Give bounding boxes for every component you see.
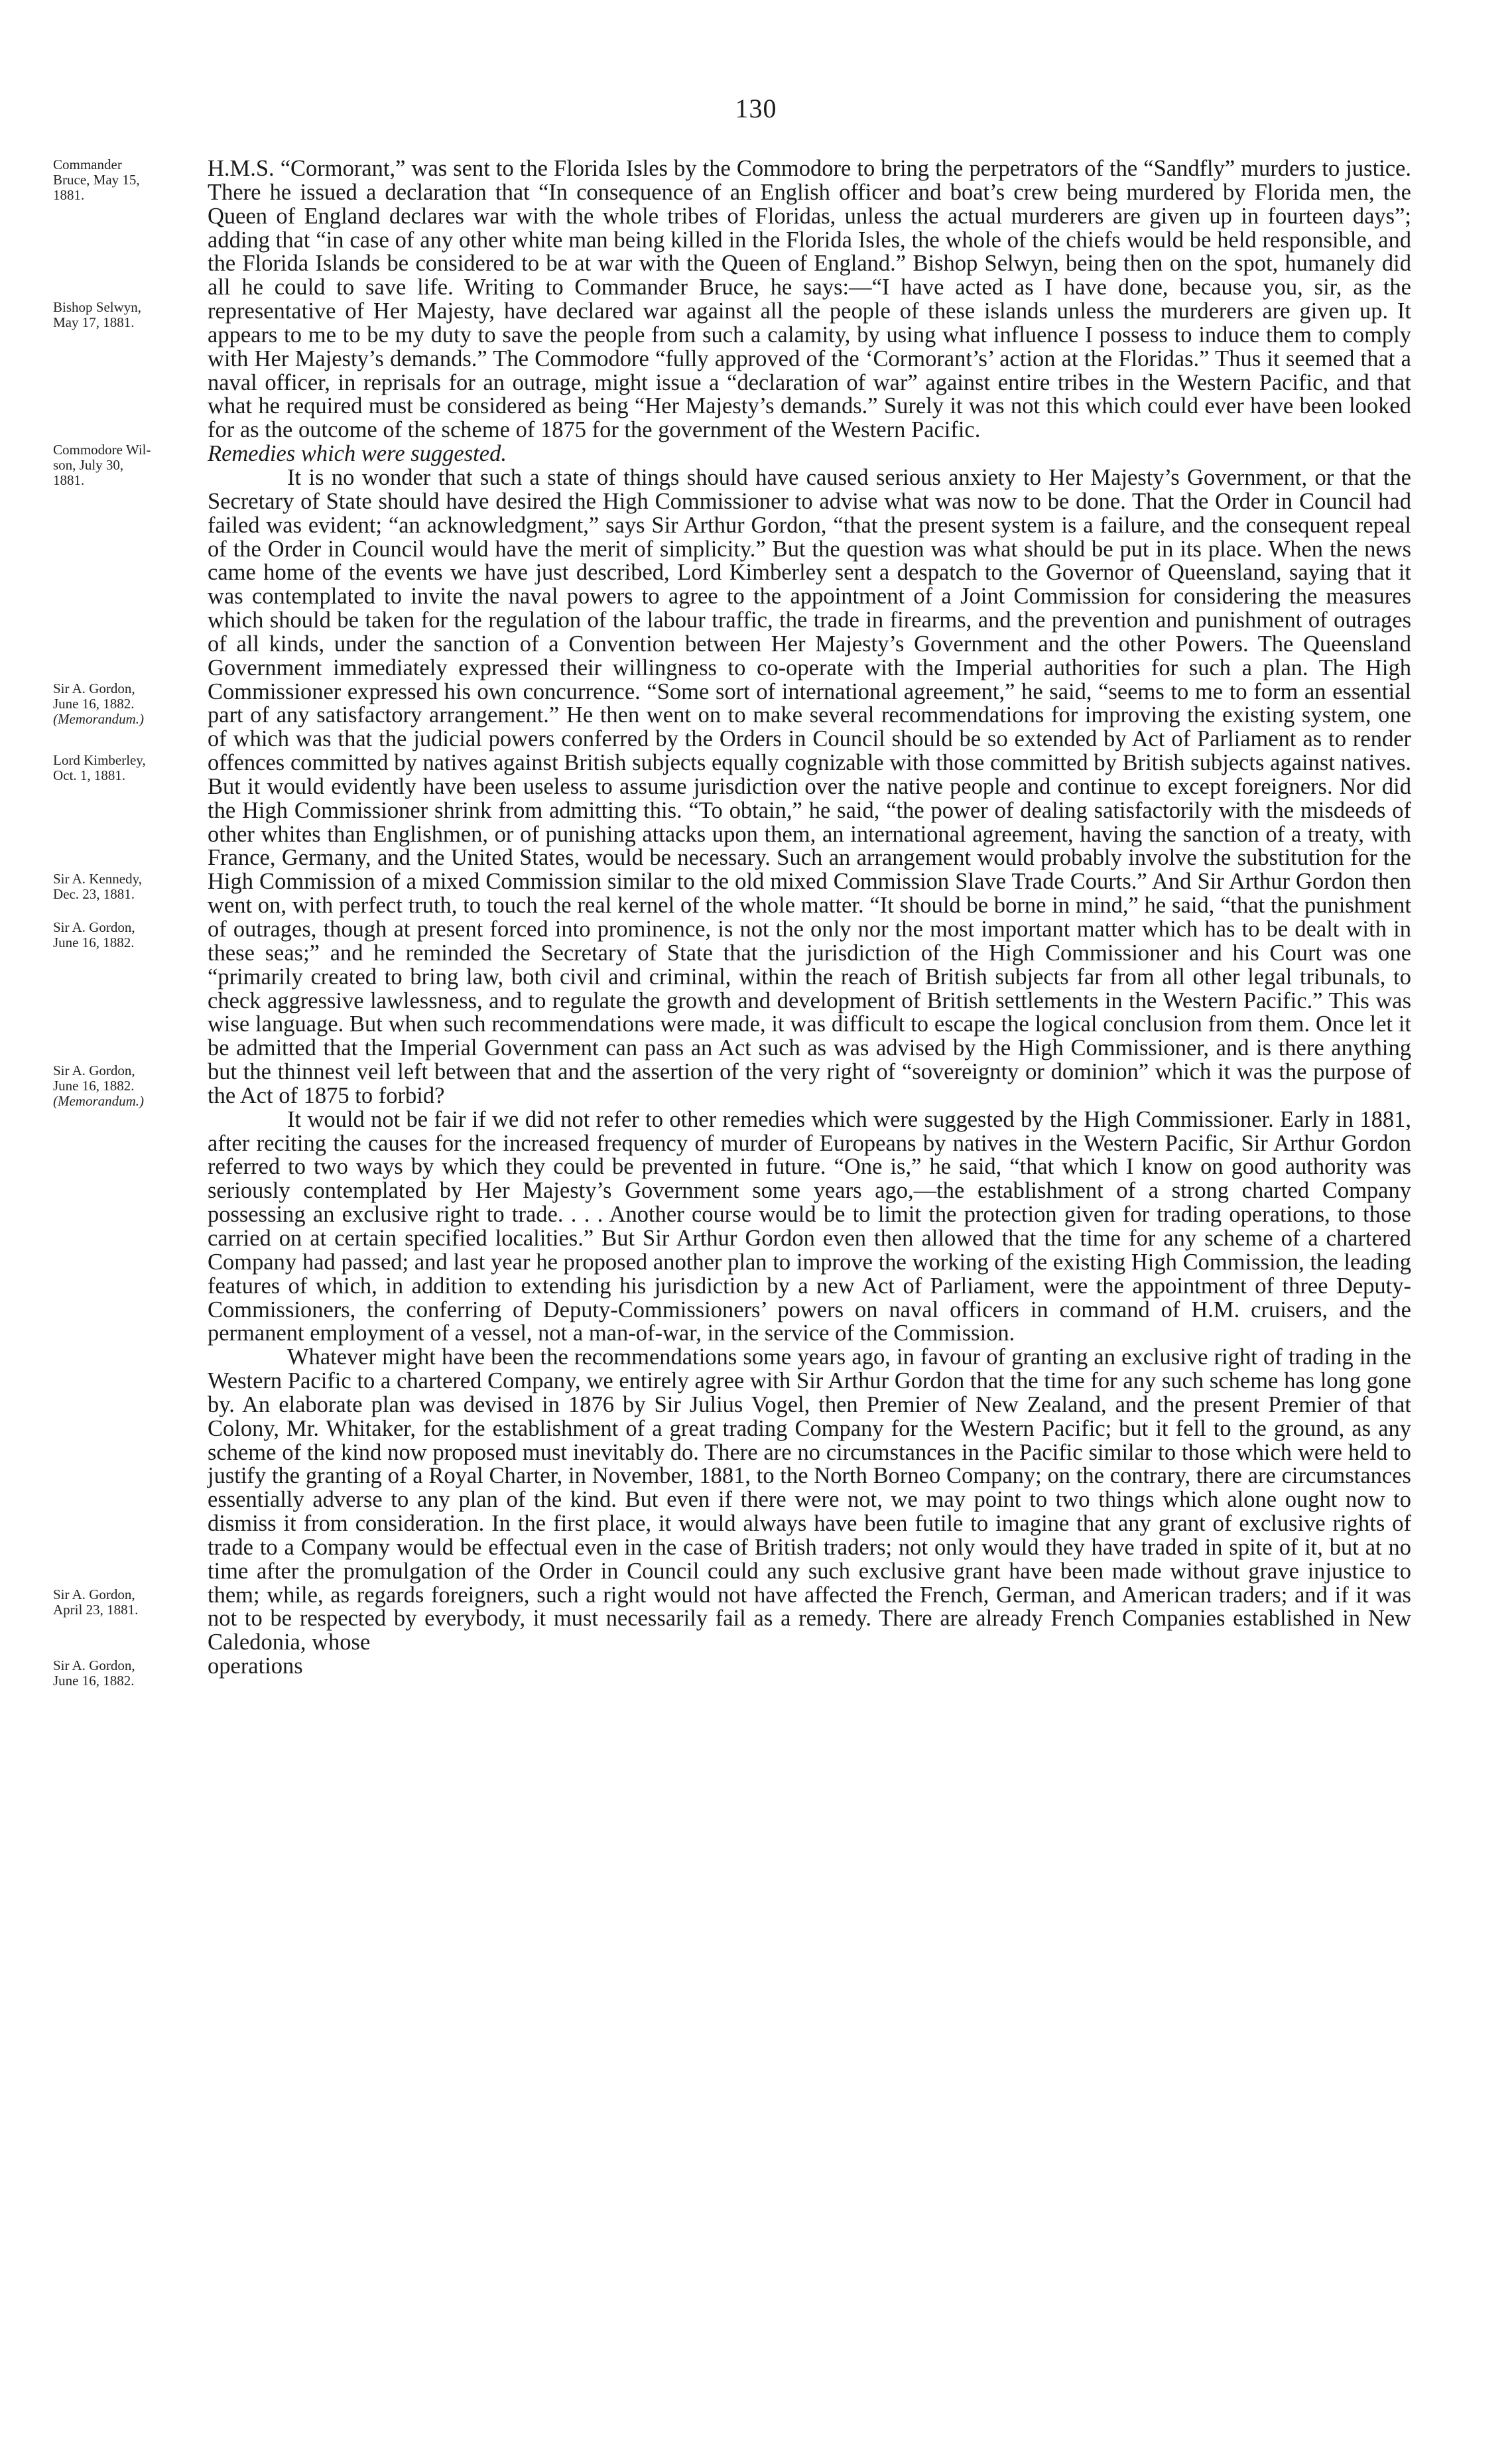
margin-note-kennedy: Sir A. Kennedy, Dec. 23, 1881. [53,871,142,902]
catchword: operations [208,1653,303,1679]
margin-note-gordon-memo-2: Sir A. Gordon, June 16, 1882. (Memorandum.) [53,1062,145,1109]
paragraph: H.M.S. “Cormorant,” was sent to the Florida Isles by the Commodore to bring the perpetrators of the “Sandfly” murders to justice. There he issued a declaration that “In consequence of an English officer and boat’s crew being murdered by Florida men, the Queen of England declares war with the whole tribes of Floridas, unless the actual murderers are given up in fourteen days”; adding that “in case of any other white man being killed in the Florida Isles, the whole of the chiefs would be held responsible, and the Florida Islands be considered to be at war with the Queen of England.” Bishop Selwyn, being then on the spot, humanely did all he could to save life. Writing to Commander Bruce, he says:—“I have acted as I have done, because you, sir, as the representative of Her Majesty, have declared war against all the people of these islands unless the murderers are given up. It appears to me to be my duty to save the people from such a calamity, by using what influence I possess to induce them to comply with Her Majesty’s demands.” The Commodore “fully approved of the ‘Cormorant’s’ action at the Floridas.” Thus it seemed that a naval officer, in reprisals for an outrage, might issue a “declaration of war” against entire tribes in the Western Pacific, and that what he required must be considered as being “Her Majesty’s demands.” Surely it was not this which could ever have been looked for as the outcome of the scheme of 1875 for the government of the Western Pacific. [208,156,1411,443]
paragraph: Whatever might have been the recommendations some years ago, in favour of granting an exclusive right of trading in the Western Pacific to a chartered Company, we entirely agree with Sir Arthur Gordon that the time for any such scheme has long gone by. An elaborate plan was devised in 1876 by Sir Julius Vogel, then Premier of New Zealand, and the present Premier of that Colony, Mr. Whitaker, for the establishment of a great trading Company for the Western Pacific; but it fell to the ground, as any scheme of the kind now proposed must inevitably do. There are no circumstances in the Pacific similar to those which were held to justify the granting of a Royal Charter, in November, 1881, to the North Borneo Company; on the contrary, there are circumstances essentially adverse to any plan of the kind. But even if there were not, we may point to two things which alone ought now to dismiss it from consideration. In the first place, it would always have been futile to imagine that any grant of exclusive rights of trade to a Company would be effectual even in the case of British traders; not only would they have traded in spite of it, but at no time after the promulgation of the Order in Council could any such exclusive grant have been made without grave injustice to them; while, as regards foreigners, such a right would not have affected the French, German, and American traders; and if it was not to be respected by everybody, it must necessarily fail as a remedy. There are already French Companies established in New Caledonia, whose [208,1344,1411,1655]
body-text [208,157,1411,1679]
page-number: 130 [735,94,777,123]
margin-note-kimberley: Lord Kimberley, Oct. 1, 1881. [53,752,146,783]
margin-note-gordon-2: Sir A. Gordon, June 16, 1882. [53,919,135,950]
margin-note-wilson: Commodore Wil- son, July 30, 1881. [53,442,151,488]
margin-note-gordon-memo-1: Sir A. Gordon, June 16, 1882. (Memorandum.) [53,680,145,727]
section-heading: Remedies which were suggested. [208,441,507,467]
paragraph: It would not be fair if we did not refer to other remedies which were suggested by the High Commissioner. Early in 1881, after reciting the causes for the increased frequency of murder of Europeans by natives in the Western Pacific, Sir Arthur Gordon referred to two ways by which they could be prevented in future. “One is,” he said, “that which I know on good authority was seriously contemplated by Her Majesty’s Government some years ago,—the establishment of a strong charted Company possessing an exclusive right to trade. . . . Another course would be to limit the protection given for trading operations, to those carried on at certain specified localities.” But Sir Arthur Gordon even then allowed that the time for any scheme of a chartered Company had passed; and last year he proposed another plan to improve the working of the existing High Commission, the leading features of which, in addition to extending his jurisdiction by a new Act of Parliament, were the appointment of three Deputy-Commissioners, the conferring of Deputy-Commissioners’ powers on naval officers in command of H.M. cruisers, and the permanent employment of a vessel, not a man-of-war, in the service of the Commission. [208,1106,1411,1346]
margin-note-selwyn: Bishop Selwyn, May 17, 1881. [53,299,142,330]
margin-note-gordon-june: Sir A. Gordon, June 16, 1882. [53,1657,135,1689]
margin-note-bruce: Commander Bruce, May 15, 1881. [53,157,140,203]
margin-note-gordon-april: Sir A. Gordon, April 23, 1881. [53,1586,139,1618]
paragraph: It is no wonder that such a state of things should have caused serious anxiety to Her Majesty’s Government, or that the Secretary of State should have desired the High Commissioner to advise what was now to be done. That the Order in Council had failed was evident; “an acknowledgment,” says Sir Arthur Gordon, “that the present system is a failure, and the consequent repeal of the Order in Council would have the merit of simplicity.” But the question was what should be put in its place. When the news came home of the events we have just described, Lord Kimberley sent a despatch to the Governor of Queensland, saying that it was contemplated to invite the naval powers to agree to the appointment of a Joint Commission for considering the measures which should be taken for the regulation of the labour traffic, the trade in firearms, and the prevention and punishment of outrages of all kinds, under the sanction of a Convention between Her Majesty’s Government and the other Powers. The Queensland Government immediately expressed their willingness to co-operate with the Imperial authorities for such a plan. The High Commissioner expressed his own concurrence. “Some sort of international agreement,” he said, “seems to me to form an essential part of any satisfactory arrangement.” He then went on to make several recommendations for improving the existing system, one of which was that the judicial powers conferred by the Orders in Council should be so extended by Act of Parliament as to render offences committed by natives against British subjects equally cognizable with those committed by British subjects against natives. But it would evidently have been useless to assume jurisdiction over the native people and continue to except foreigners. Nor did the High Commissioner shrink from admitting this. “To obtain,” he said, “the power of dealing satisfactorily with the misdeeds of other whites than Englishmen, or of punishing attacks upon them, an international agreement, having the sanction of a treaty, with France, Germany, and the United States, would be necessary. Such an arrangement would probably involve the substitution for the High Commission of a mixed Commission similar to the old mixed Commission Slave Trade Courts.” And Sir Arthur Gordon then went on, with perfect truth, to touch the real kernel of the whole matter. “It should be borne in mind,” he said, “that the punishment of outrages, though at present forced into prominence, is not the only nor the most important matter which has to be dealt with in these seas;” and he reminded the Secretary of State that the jurisdiction of the High Commissioner and his Court was one “primarily created to bring law, both civil and criminal, within the reach of British subjects far from all other legal tribunals, to check aggressive lawlessness, and to regulate the growth and development of British settlements in the Western Pacific.” This was wise language. But when such recommendations were made, it was difficult to escape the logical conclusion from them. Once let it be admitted that the Imperial Government can pass an Act such as was advised by the High Commissioner, and is there anything but the thinnest veil left between that and the assertion of the very right of “sovereignty or dominion” which it was the purpose of the Act of 1875 to forbid? [208,464,1411,1108]
